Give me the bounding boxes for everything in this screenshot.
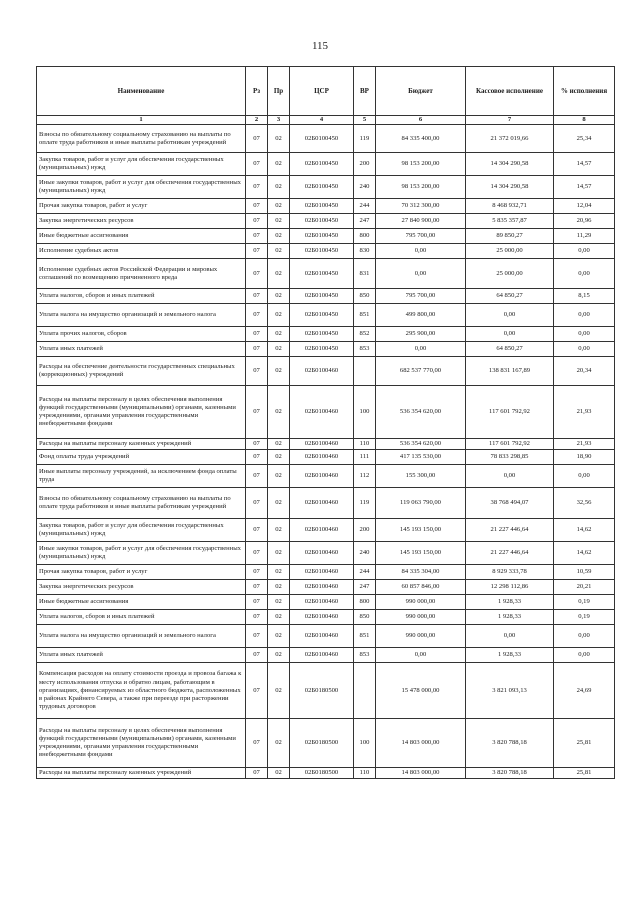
- row-rz: 07: [246, 610, 268, 625]
- row-name: Расходы на обеспечение деятельности государственных специальных (коррекционных) учреждений: [37, 357, 246, 386]
- row-name: Фонд оплаты труда учреждений: [37, 450, 246, 465]
- row-pr: 02: [268, 229, 290, 244]
- row-pr: 02: [268, 719, 290, 768]
- column-number: 1: [37, 116, 246, 125]
- row-name: Иные бюджетные ассигнования: [37, 229, 246, 244]
- row-vr: 831: [354, 259, 376, 289]
- row-exec: 1 928,33: [466, 595, 554, 610]
- row-budget: 84 335 304,00: [376, 565, 466, 580]
- row-pct: 21,93: [554, 386, 615, 439]
- budget-table: [36, 66, 615, 779]
- table-row: [37, 342, 615, 357]
- column-number: 6: [376, 116, 466, 125]
- row-csr: 02Б0100450: [290, 244, 354, 259]
- row-csr: 02Б0100460: [290, 565, 354, 580]
- row-budget: 145 193 150,00: [376, 542, 466, 565]
- table-row: [37, 488, 615, 519]
- row-pct: 0,00: [554, 625, 615, 648]
- row-csr: 02Б0180500: [290, 719, 354, 768]
- row-rz: 07: [246, 625, 268, 648]
- row-pr: 02: [268, 439, 290, 450]
- row-pr: 02: [268, 648, 290, 663]
- row-csr: 02Б0100460: [290, 648, 354, 663]
- header-vr: ВР: [354, 67, 376, 116]
- row-pr: 02: [268, 625, 290, 648]
- header-exec: Кассовое исполнение: [466, 67, 554, 116]
- row-exec: 89 850,27: [466, 229, 554, 244]
- row-exec: 38 768 494,07: [466, 488, 554, 519]
- row-name: Взносы по обязательному социальному страхованию на выплаты по оплате труда работников и иные выплаты работникам учреждений: [37, 488, 246, 519]
- row-csr: 02Б0100450: [290, 176, 354, 199]
- column-number: 4: [290, 116, 354, 125]
- row-budget: 295 900,00: [376, 327, 466, 342]
- row-pct: 14,62: [554, 542, 615, 565]
- table-row: [37, 580, 615, 595]
- row-pr: 02: [268, 357, 290, 386]
- row-csr: 02Б0100450: [290, 304, 354, 327]
- row-csr: 02Б0100460: [290, 542, 354, 565]
- row-csr: 02Б0180500: [290, 768, 354, 779]
- row-exec: 3 821 093,13: [466, 663, 554, 719]
- row-name: Закупка товаров, работ и услуг для обеспечения государственных (муниципальных) нужд: [37, 519, 246, 542]
- row-pct: 0,19: [554, 595, 615, 610]
- table-row: [37, 153, 615, 176]
- row-budget: 682 537 770,00: [376, 357, 466, 386]
- row-vr: 100: [354, 719, 376, 768]
- header-row: [37, 67, 615, 116]
- row-rz: 07: [246, 719, 268, 768]
- row-vr: 850: [354, 289, 376, 304]
- row-csr: 02Б0100460: [290, 580, 354, 595]
- row-vr: 247: [354, 580, 376, 595]
- column-number: 8: [554, 116, 615, 125]
- row-rz: 07: [246, 229, 268, 244]
- row-name: Исполнение судебных актов: [37, 244, 246, 259]
- row-pr: 02: [268, 565, 290, 580]
- row-name: Уплата налога на имущество организаций и земельного налога: [37, 304, 246, 327]
- row-name: Расходы на выплаты персоналу в целях обеспечения выполнения функций государственными (муниципальными) органами, казенными учреждениями, органами управления государственными внебюджетными фондами: [37, 386, 246, 439]
- row-budget: 14 803 000,00: [376, 768, 466, 779]
- row-csr: 02Б0100450: [290, 214, 354, 229]
- row-budget: 60 857 846,00: [376, 580, 466, 595]
- row-budget: 0,00: [376, 648, 466, 663]
- row-pct: 0,00: [554, 465, 615, 488]
- header-pct: % исполнения: [554, 67, 615, 116]
- row-name: Уплата налога на имущество организаций и земельного налога: [37, 625, 246, 648]
- row-rz: 07: [246, 465, 268, 488]
- row-vr: 853: [354, 648, 376, 663]
- row-pct: 8,15: [554, 289, 615, 304]
- row-pct: 20,34: [554, 357, 615, 386]
- row-csr: 02Б0100450: [290, 289, 354, 304]
- table-row: [37, 176, 615, 199]
- row-pr: 02: [268, 289, 290, 304]
- row-rz: 07: [246, 542, 268, 565]
- row-name: Компенсация расходов на оплату стоимости проезда и провоза багажа к месту использования отпуска и обратно лицам, работающим в организациях, финансируемых из областного бюджета, расположенных в районах Крайнего Севера, а также при переезде при расторжении трудовых договоров: [37, 663, 246, 719]
- column-number: 5: [354, 116, 376, 125]
- row-rz: 07: [246, 580, 268, 595]
- row-budget: 98 153 200,00: [376, 176, 466, 199]
- row-vr: 119: [354, 125, 376, 153]
- row-pct: 18,90: [554, 450, 615, 465]
- row-budget: 15 478 000,00: [376, 663, 466, 719]
- row-vr: 851: [354, 304, 376, 327]
- row-pr: 02: [268, 610, 290, 625]
- row-exec: 3 820 788,18: [466, 768, 554, 779]
- row-csr: 02Б0100460: [290, 386, 354, 439]
- row-csr: 02Б0100450: [290, 259, 354, 289]
- row-pct: 20,21: [554, 580, 615, 595]
- row-name: Уплата иных платежей: [37, 342, 246, 357]
- table-row: [37, 327, 615, 342]
- row-budget: 417 135 530,00: [376, 450, 466, 465]
- row-exec: 14 304 290,58: [466, 176, 554, 199]
- row-exec: 1 928,33: [466, 610, 554, 625]
- row-budget: 990 000,00: [376, 610, 466, 625]
- row-name: Уплата иных платежей: [37, 648, 246, 663]
- row-pr: 02: [268, 153, 290, 176]
- row-vr: 247: [354, 214, 376, 229]
- row-name: Расходы на выплаты персоналу казенных учреждений: [37, 768, 246, 779]
- row-budget: 70 312 300,00: [376, 199, 466, 214]
- row-rz: 07: [246, 125, 268, 153]
- row-exec: 25 000,00: [466, 259, 554, 289]
- row-rz: 07: [246, 565, 268, 580]
- row-rz: 07: [246, 244, 268, 259]
- column-number: 3: [268, 116, 290, 125]
- row-budget: 795 700,00: [376, 229, 466, 244]
- row-pr: 02: [268, 342, 290, 357]
- row-rz: 07: [246, 199, 268, 214]
- row-vr: 830: [354, 244, 376, 259]
- row-pct: 20,96: [554, 214, 615, 229]
- row-pr: 02: [268, 768, 290, 779]
- row-pr: 02: [268, 488, 290, 519]
- row-pct: 32,56: [554, 488, 615, 519]
- row-vr: 244: [354, 199, 376, 214]
- column-number: 7: [466, 116, 554, 125]
- row-vr: 119: [354, 488, 376, 519]
- row-budget: 27 840 900,00: [376, 214, 466, 229]
- row-vr: [354, 357, 376, 386]
- header-name: Наименование: [37, 67, 246, 116]
- row-exec: 5 835 357,87: [466, 214, 554, 229]
- table-row: [37, 229, 615, 244]
- row-pr: 02: [268, 214, 290, 229]
- row-vr: 853: [354, 342, 376, 357]
- row-csr: 02Б0100450: [290, 327, 354, 342]
- row-exec: 117 601 792,92: [466, 386, 554, 439]
- row-pct: 14,57: [554, 176, 615, 199]
- row-exec: 21 372 019,66: [466, 125, 554, 153]
- row-pct: 12,04: [554, 199, 615, 214]
- row-vr: 800: [354, 595, 376, 610]
- row-vr: 240: [354, 542, 376, 565]
- row-rz: 07: [246, 304, 268, 327]
- row-rz: 07: [246, 450, 268, 465]
- table-row: [37, 357, 615, 386]
- row-budget: 990 000,00: [376, 625, 466, 648]
- row-pct: 0,00: [554, 244, 615, 259]
- row-rz: 07: [246, 648, 268, 663]
- row-vr: 112: [354, 465, 376, 488]
- row-pr: 02: [268, 304, 290, 327]
- row-pct: 0,00: [554, 648, 615, 663]
- row-pr: 02: [268, 663, 290, 719]
- row-rz: 07: [246, 386, 268, 439]
- row-pr: 02: [268, 125, 290, 153]
- row-name: Иные бюджетные ассигнования: [37, 595, 246, 610]
- row-name: Прочая закупка товаров, работ и услуг: [37, 565, 246, 580]
- row-pct: 0,00: [554, 304, 615, 327]
- row-name: Иные выплаты персоналу учреждений, за исключением фонда оплаты труда: [37, 465, 246, 488]
- row-csr: 02Б0100450: [290, 153, 354, 176]
- row-vr: 111: [354, 450, 376, 465]
- row-csr: 02Б0100460: [290, 439, 354, 450]
- row-csr: 02Б0180500: [290, 663, 354, 719]
- row-csr: 02Б0100450: [290, 342, 354, 357]
- row-exec: 0,00: [466, 625, 554, 648]
- row-csr: 02Б0100460: [290, 595, 354, 610]
- table-row: [37, 625, 615, 648]
- row-pr: 02: [268, 450, 290, 465]
- row-budget: 536 354 620,00: [376, 386, 466, 439]
- header-pr: Пр: [268, 67, 290, 116]
- row-budget: 990 000,00: [376, 595, 466, 610]
- row-pct: 0,00: [554, 259, 615, 289]
- table-row: [37, 439, 615, 450]
- row-vr: 110: [354, 439, 376, 450]
- row-exec: 117 601 792,92: [466, 439, 554, 450]
- row-rz: 07: [246, 357, 268, 386]
- row-name: Иные закупки товаров, работ и услуг для обеспечения государственных (муниципальных) нужд: [37, 176, 246, 199]
- row-exec: 0,00: [466, 327, 554, 342]
- row-exec: 0,00: [466, 304, 554, 327]
- row-pr: 02: [268, 176, 290, 199]
- row-pr: 02: [268, 519, 290, 542]
- header-budget: Бюджет: [376, 67, 466, 116]
- row-exec: 8 929 333,78: [466, 565, 554, 580]
- table-row: [37, 768, 615, 779]
- row-rz: 07: [246, 488, 268, 519]
- row-pct: 14,57: [554, 153, 615, 176]
- row-pct: 11,29: [554, 229, 615, 244]
- table-row: [37, 125, 615, 153]
- table-row: [37, 519, 615, 542]
- row-budget: 536 354 620,00: [376, 439, 466, 450]
- row-rz: 07: [246, 327, 268, 342]
- row-csr: 02Б0100460: [290, 488, 354, 519]
- row-csr: 02Б0100460: [290, 519, 354, 542]
- row-vr: 852: [354, 327, 376, 342]
- row-pr: 02: [268, 259, 290, 289]
- header-rz: Рз: [246, 67, 268, 116]
- row-pct: 0,19: [554, 610, 615, 625]
- row-rz: 07: [246, 768, 268, 779]
- row-vr: 200: [354, 519, 376, 542]
- row-exec: 64 850,27: [466, 342, 554, 357]
- row-vr: 850: [354, 610, 376, 625]
- row-exec: 25 000,00: [466, 244, 554, 259]
- page-number: 115: [311, 40, 329, 52]
- row-name: Взносы по обязательному социальному страхованию на выплаты по оплате труда работников и иные выплаты работникам учреждений: [37, 125, 246, 153]
- table-row: [37, 719, 615, 768]
- row-vr: 800: [354, 229, 376, 244]
- row-exec: 8 468 932,71: [466, 199, 554, 214]
- row-vr: [354, 663, 376, 719]
- row-budget: 145 193 150,00: [376, 519, 466, 542]
- column-number: 2: [246, 116, 268, 125]
- row-rz: 07: [246, 153, 268, 176]
- column-number-row: [37, 116, 615, 125]
- table-row: [37, 214, 615, 229]
- row-exec: 64 850,27: [466, 289, 554, 304]
- row-name: Исполнение судебных актов Российской Федерации и мировых соглашений по возмещению причиненного вреда: [37, 259, 246, 289]
- row-pct: 14,62: [554, 519, 615, 542]
- row-vr: 851: [354, 625, 376, 648]
- row-pct: 0,00: [554, 342, 615, 357]
- table-row: [37, 648, 615, 663]
- row-vr: 100: [354, 386, 376, 439]
- row-budget: 795 700,00: [376, 289, 466, 304]
- row-budget: 98 153 200,00: [376, 153, 466, 176]
- row-exec: 21 227 446,64: [466, 542, 554, 565]
- row-pct: 25,81: [554, 768, 615, 779]
- row-rz: 07: [246, 259, 268, 289]
- row-vr: 110: [354, 768, 376, 779]
- row-budget: 0,00: [376, 259, 466, 289]
- row-budget: 14 803 000,00: [376, 719, 466, 768]
- row-pr: 02: [268, 465, 290, 488]
- row-name: Расходы на выплаты персоналу казенных учреждений: [37, 439, 246, 450]
- row-pr: 02: [268, 199, 290, 214]
- row-csr: 02Б0100460: [290, 610, 354, 625]
- row-exec: 138 831 167,89: [466, 357, 554, 386]
- row-vr: 240: [354, 176, 376, 199]
- row-exec: 78 833 298,85: [466, 450, 554, 465]
- row-csr: 02Б0100450: [290, 229, 354, 244]
- row-budget: 0,00: [376, 244, 466, 259]
- row-exec: 14 304 290,58: [466, 153, 554, 176]
- row-exec: 12 298 112,86: [466, 580, 554, 595]
- row-pct: 10,59: [554, 565, 615, 580]
- table-row: [37, 542, 615, 565]
- row-name: Закупка энергетических ресурсов: [37, 580, 246, 595]
- row-name: Уплата налогов, сборов и иных платежей: [37, 289, 246, 304]
- row-budget: 155 300,00: [376, 465, 466, 488]
- row-budget: 499 800,00: [376, 304, 466, 327]
- row-pr: 02: [268, 580, 290, 595]
- table-row: [37, 386, 615, 439]
- row-exec: 3 820 788,18: [466, 719, 554, 768]
- table-row: [37, 450, 615, 465]
- row-pct: 21,93: [554, 439, 615, 450]
- row-csr: 02Б0100450: [290, 125, 354, 153]
- row-name: Закупка энергетических ресурсов: [37, 214, 246, 229]
- row-rz: 07: [246, 214, 268, 229]
- row-pct: 25,81: [554, 719, 615, 768]
- row-pct: 24,69: [554, 663, 615, 719]
- row-exec: 1 928,33: [466, 648, 554, 663]
- row-pr: 02: [268, 386, 290, 439]
- row-rz: 07: [246, 342, 268, 357]
- row-csr: 02Б0100450: [290, 199, 354, 214]
- row-pct: 0,00: [554, 327, 615, 342]
- row-rz: 07: [246, 439, 268, 450]
- row-pr: 02: [268, 327, 290, 342]
- table-row: [37, 595, 615, 610]
- table-row: [37, 289, 615, 304]
- row-rz: 07: [246, 663, 268, 719]
- header-csr: ЦСР: [290, 67, 354, 116]
- row-rz: 07: [246, 289, 268, 304]
- table-row: [37, 304, 615, 327]
- row-csr: 02Б0100460: [290, 357, 354, 386]
- row-exec: 21 227 446,64: [466, 519, 554, 542]
- row-budget: 0,00: [376, 342, 466, 357]
- row-exec: 0,00: [466, 465, 554, 488]
- row-pr: 02: [268, 542, 290, 565]
- row-csr: 02Б0100460: [290, 465, 354, 488]
- table-row: [37, 199, 615, 214]
- table-row: [37, 244, 615, 259]
- row-name: Иные закупки товаров, работ и услуг для обеспечения государственных (муниципальных) нужд: [37, 542, 246, 565]
- row-name: Расходы на выплаты персоналу в целях обеспечения выполнения функций государственными (муниципальными) органами, казенными учреждениями, органами управления государственными внебюджетными фондами: [37, 719, 246, 768]
- table-row: [37, 259, 615, 289]
- table-row: [37, 663, 615, 719]
- row-budget: 119 063 790,00: [376, 488, 466, 519]
- row-name: Уплата налогов, сборов и иных платежей: [37, 610, 246, 625]
- row-rz: 07: [246, 519, 268, 542]
- row-name: Прочая закупка товаров, работ и услуг: [37, 199, 246, 214]
- row-csr: 02Б0100460: [290, 625, 354, 648]
- row-rz: 07: [246, 595, 268, 610]
- row-csr: 02Б0100460: [290, 450, 354, 465]
- row-name: Уплата прочих налогов, сборов: [37, 327, 246, 342]
- row-vr: 200: [354, 153, 376, 176]
- row-pr: 02: [268, 595, 290, 610]
- row-vr: 244: [354, 565, 376, 580]
- table-row: [37, 465, 615, 488]
- row-name: Закупка товаров, работ и услуг для обеспечения государственных (муниципальных) нужд: [37, 153, 246, 176]
- row-pct: 25,34: [554, 125, 615, 153]
- row-rz: 07: [246, 176, 268, 199]
- row-pr: 02: [268, 244, 290, 259]
- table-row: [37, 610, 615, 625]
- table-row: [37, 565, 615, 580]
- row-budget: 84 335 400,00: [376, 125, 466, 153]
